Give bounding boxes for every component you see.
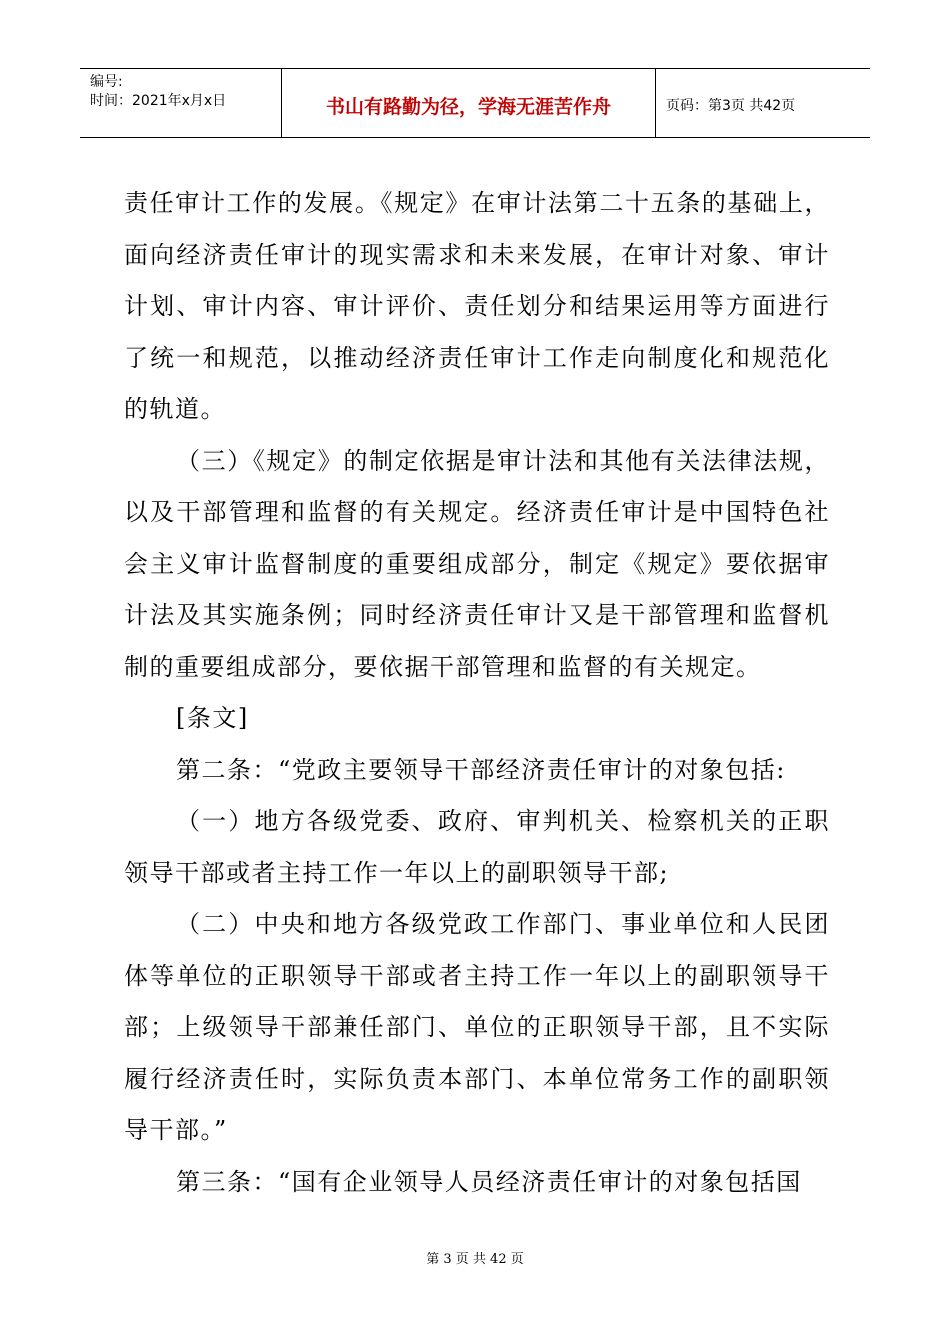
document-time-label: 时间：2021年x月x日 (90, 93, 227, 109)
header-page-info: 页码：第3页 共42页 (666, 98, 796, 114)
document-body (124, 178, 830, 1208)
document-header (80, 68, 870, 138)
header-meta (80, 69, 282, 137)
body-paragraph: （三）《规定》的制定依据是审计法和其他有关法律法规，以及干部管理和监督的有关规定。经济责任审计是中国特色社会主义审计监督制度的重要组成部分，制定《规定》要依据审计法及其实施条例；同时经济责任审计又是干部管理和监督机制的重要组成部分，要依据干部管理和监督的有关规定。 (124, 446, 830, 681)
article-item: （二）中央和地方各级党政工作部门、事业单位和人民团体等单位的正职领导干部或者主持工作一年以上的副职领导干部；上级领导干部兼任部门、单位的正职领导干部，且不实际履行经济责任时，实际负责本部门、本单位常务工作的副职领导干部。” (124, 910, 830, 1144)
article-item: （一）地方各级党委、政府、审判机关、检察机关的正职领导干部或者主持工作一年以上的副职领导干部; (124, 807, 830, 887)
body-paragraph: 责任审计工作的发展。《规定》在审计法第二十五条的基础上，面向经济责任审计的现实需求和未来发展，在审计对象、审计计划、审计内容、审计评价、责任划分和结果运用等方面进行了统一和规范，以推动经济责任审计工作走向制度化和规范化的轨道。 (124, 189, 830, 423)
article-paragraph: 第二条：“党政主要领导干部经济责任审计的对象包括: (176, 755, 786, 784)
clause-heading: [条文] (176, 704, 249, 732)
document-number-label: 编号: (90, 74, 123, 90)
header-motto: 书山有路勤为径，学海无涯苦作舟 (282, 69, 656, 137)
page-footer: 第 3 页 共 42 页 (426, 1252, 524, 1267)
article-paragraph: 第三条：“国有企业领导人员经济责任审计的对象包括国 (176, 1167, 802, 1196)
